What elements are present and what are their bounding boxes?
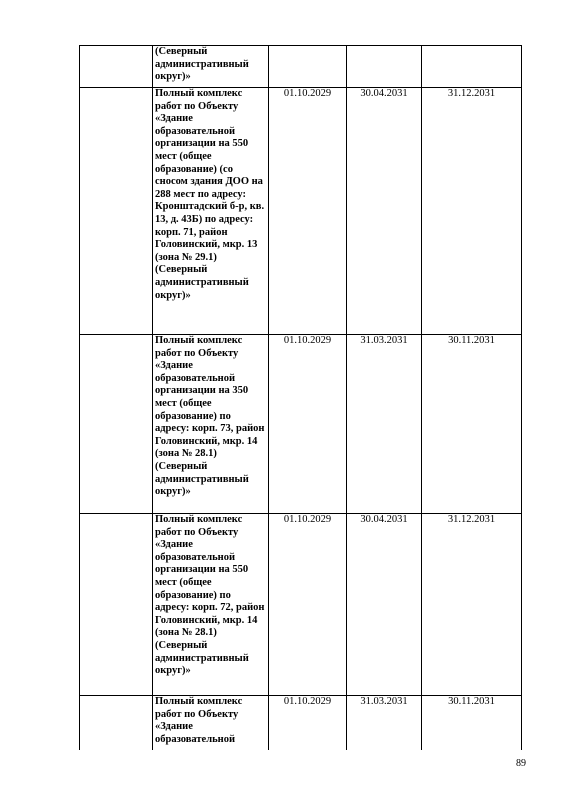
work-description: Полный комплекс работ по Объекту «Здание образовательной организации на 550 мест (общее образование) по адресу: корп. 72, район Головинский, мкр. 14 (зона № 28.1) (Северный административный округ)»	[153, 514, 269, 696]
table-row	[80, 696, 522, 750]
schedule-table	[79, 45, 522, 750]
work-description: Полный комплекс работ по Объекту «Здание образовательной	[153, 696, 269, 750]
end-date: 30.11.2031	[422, 335, 522, 514]
start-date: 01.10.2029	[269, 514, 347, 696]
intermediate-date: 30.04.2031	[347, 88, 422, 335]
page-number: 89	[516, 758, 526, 769]
empty-cell	[80, 88, 153, 335]
work-description: Полный комплекс работ по Объекту «Здание образовательной организации на 350 мест (общее образование) по адресу: корп. 73, район Головинский, мкр. 14 (зона № 28.1) (Северный административный округ)»	[153, 335, 269, 514]
empty-cell	[80, 696, 153, 750]
end-date: 30.11.2031	[422, 696, 522, 750]
intermediate-date: 30.04.2031	[347, 514, 422, 696]
intermediate-date	[347, 46, 422, 88]
start-date: 01.10.2029	[269, 88, 347, 335]
end-date	[422, 46, 522, 88]
table-row	[80, 335, 522, 514]
start-date: 01.10.2029	[269, 696, 347, 750]
empty-cell	[80, 514, 153, 696]
work-description: Полный комплекс работ по Объекту «Здание образовательной организации на 550 мест (общее образование) (со сносом здания ДОО на 288 мест по адресу: Кронштадский б-р, кв. 13, д. 43Б) по адресу: корп. 71, район Головинский, мкр. 13 (зона № 29.1) (Северный административный округ)»	[153, 88, 269, 335]
intermediate-date: 31.03.2031	[347, 335, 422, 514]
end-date: 31.12.2031	[422, 88, 522, 335]
empty-cell	[80, 46, 153, 88]
end-date: 31.12.2031	[422, 514, 522, 696]
start-date	[269, 46, 347, 88]
intermediate-date: 31.03.2031	[347, 696, 422, 750]
table-row	[80, 88, 522, 335]
work-description: (Северный административный округ)»	[153, 46, 269, 88]
table-row	[80, 514, 522, 696]
table-row	[80, 46, 522, 88]
start-date: 01.10.2029	[269, 335, 347, 514]
empty-cell	[80, 335, 153, 514]
